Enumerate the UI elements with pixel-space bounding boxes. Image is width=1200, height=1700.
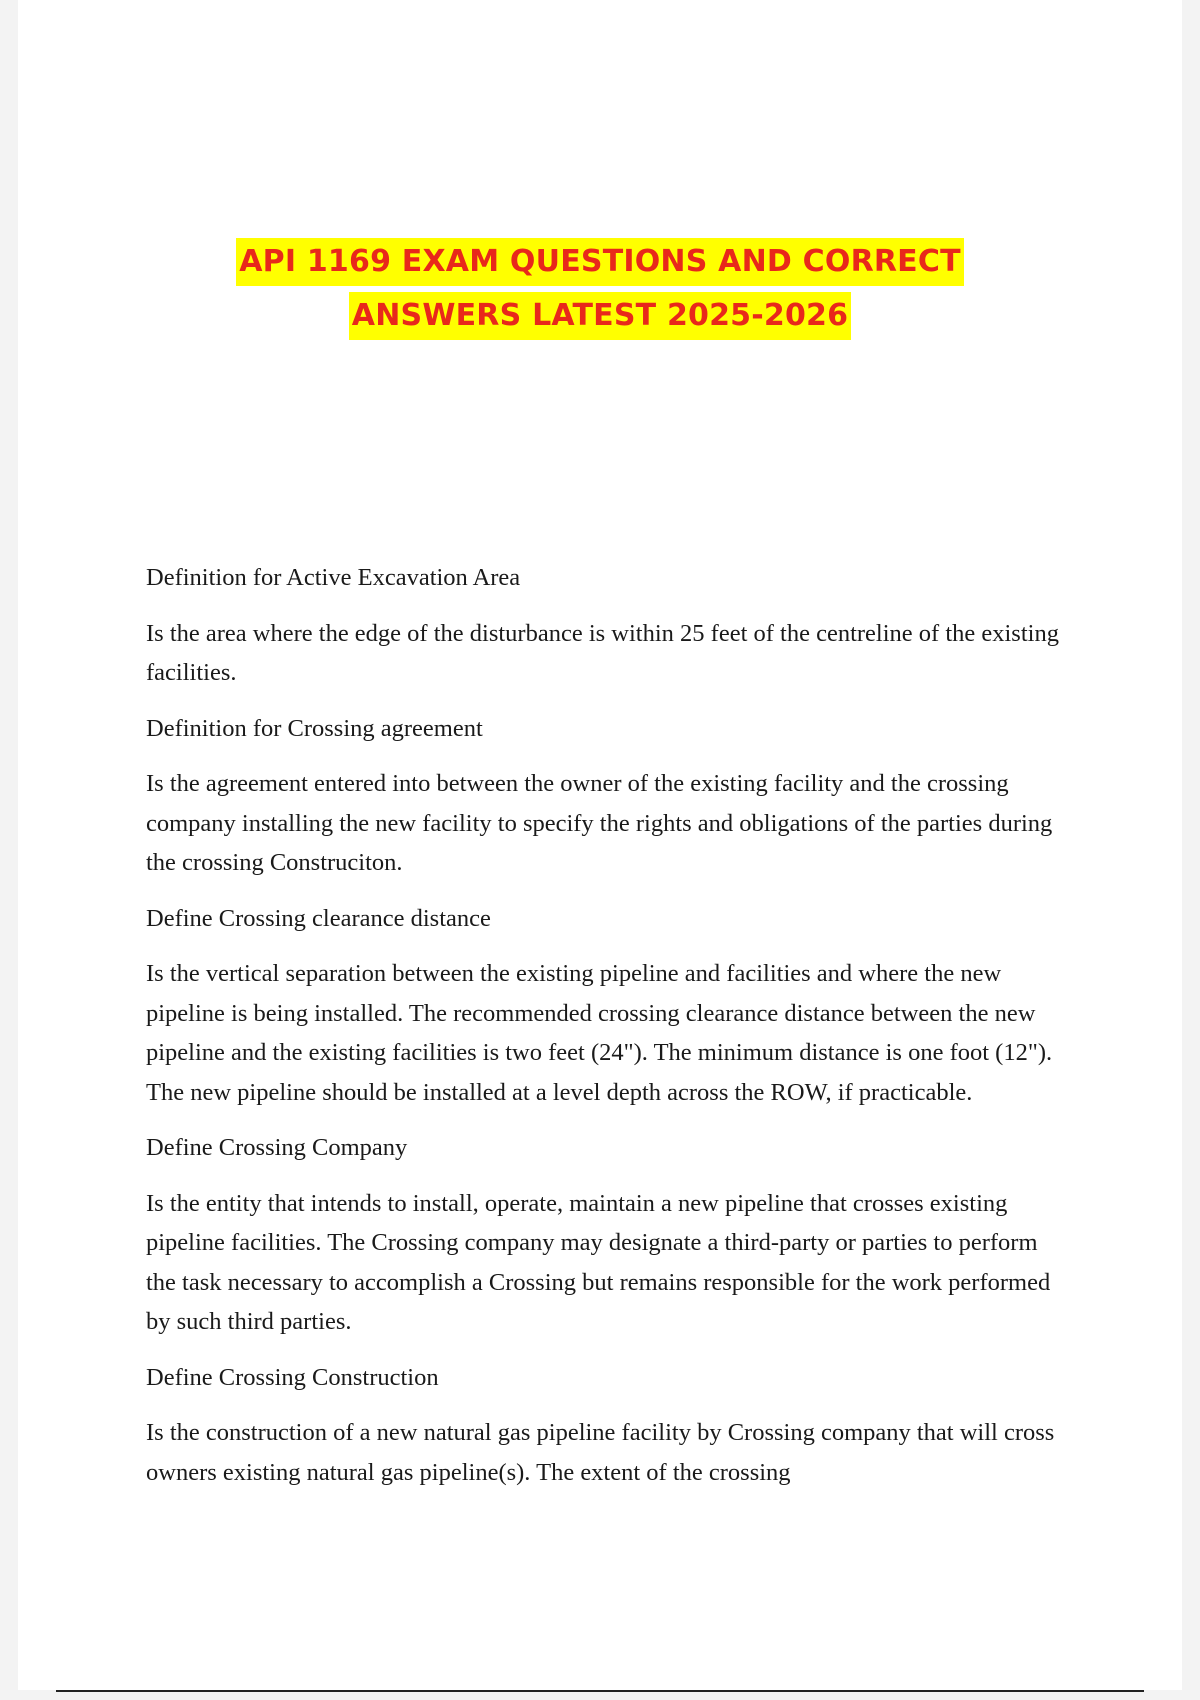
title-line-1: API 1169 EXAM QUESTIONS AND CORRECT (236, 238, 964, 286)
question-term: Define Crossing clearance distance (146, 904, 491, 932)
title-line-2: ANSWERS LATEST 2025-2026 (349, 292, 851, 340)
question-term: Definition for Crossing agreement (146, 714, 483, 742)
question-term: Definition for Active Excavation Area (146, 564, 521, 591)
page-bottom-divider (56, 1690, 1144, 1692)
question-term: Define Crossing Company (146, 1134, 408, 1161)
answer-text: Is the area where the edge of the disturbance is within 25 feet of the centreline of the existing facilities. (146, 619, 1059, 686)
answer-text: Is the agreement entered into between the owner of the existing facility and the crossing company installing the new facility to specify the rights and obligations of the parties during the crossing Construciton. (146, 770, 1053, 876)
qa-list (146, 558, 1066, 1508)
answer-text: Is the vertical separation between the existing pipeline and facilities and where the new pipeline is being installed. The recommended crossing clearance distance between the new pipeline and the existing facilities is two feet (24"). The minimum distance is one foot (12"). The new pipeline should be installed at a level depth across the ROW, if practicable. (146, 960, 1053, 1106)
answer-text: Is the construction of a new natural gas pipeline facility by Crossing company that will cross owners existing natural gas pipeline(s). The extent of the crossing (146, 1419, 1055, 1486)
answer-text: Is the entity that intends to install, operate, maintain a new pipeline that crosses existing pipeline facilities. The Crossing company may designate a third-party or parties to perform the task necessary to accomplish a Crossing but remains responsible for the work performed by such third parties. (146, 1189, 1051, 1335)
document-title (0, 238, 1200, 346)
question-term: Define Crossing Construction (146, 1363, 439, 1391)
